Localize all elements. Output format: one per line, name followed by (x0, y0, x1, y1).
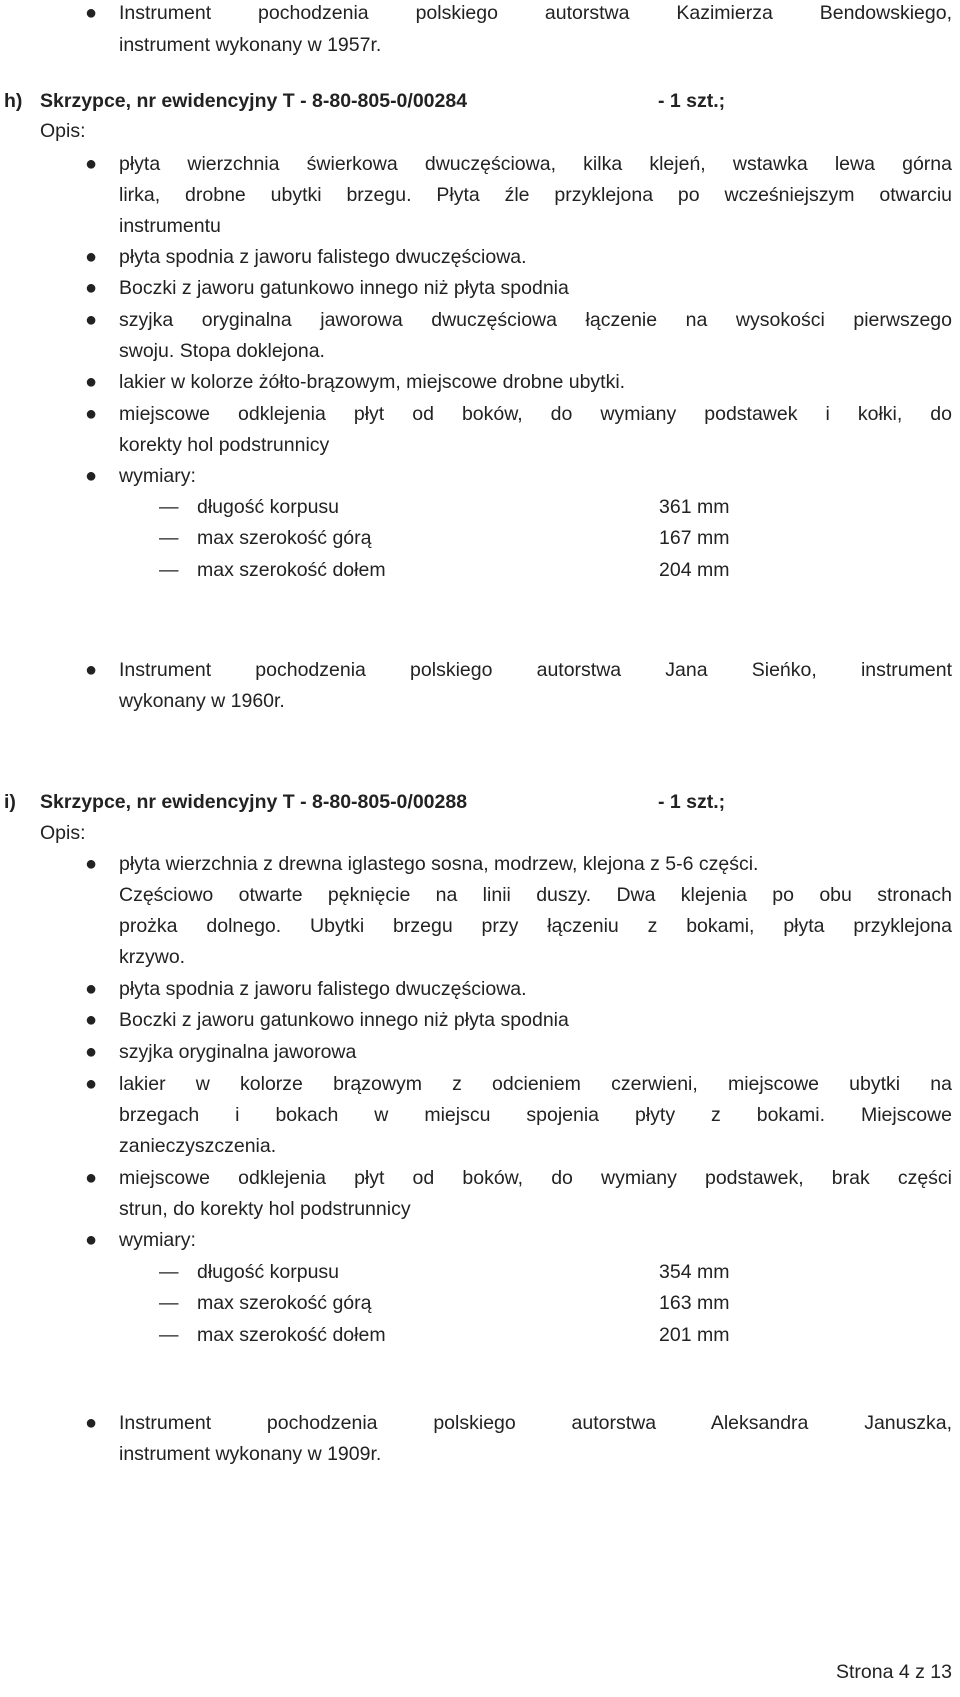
bullet-item (0, 461, 960, 492)
bullet-item-continuation (0, 686, 960, 717)
dash-icon: — (159, 1261, 179, 1283)
dimension-value: 204 mm (659, 559, 730, 581)
item-text: Instrument pochodzenia polskiego autorstwa Kazimierza Bendowskiego, (119, 2, 952, 24)
item-text: płyta wierzchnia świerkowa dwuczęściowa, kilka klejeń, wstawka lewa górna (119, 153, 952, 175)
item-text: Boczki z jaworu gatunkowo innego niż płyta spodnia (119, 1009, 569, 1031)
item-text: instrument wykonany w 1957r. (119, 34, 382, 56)
dimension-row (0, 1257, 960, 1288)
item-text: strun, do korekty hol podstrunnicy (119, 1198, 411, 1220)
section-title: Skrzypce, nr ewidencyjny T - 8-80-805-0/00288 (40, 791, 468, 813)
bullet-item-continuation (0, 1131, 960, 1162)
bullet-icon: ● (85, 309, 98, 331)
dimension-row (0, 492, 960, 523)
dimension-value: 167 mm (659, 527, 730, 549)
dash-icon: — (159, 527, 179, 549)
item-text: szyjka oryginalna jaworowa dwuczęściowa łączenie na wysokości pierwszego (119, 309, 952, 331)
bullet-icon: ● (85, 246, 98, 268)
item-text: Instrument pochodzenia polskiego autorstwa Aleksandra Januszka, (119, 1412, 952, 1434)
bullet-icon: ● (85, 403, 98, 425)
dimension-value: 361 mm (659, 496, 730, 518)
item-text: płyta wierzchnia z drewna iglastego sosna, modrzew, klejona z 5-6 części. (119, 853, 759, 875)
bullet-icon: ● (85, 1167, 98, 1189)
bullet-item (0, 242, 960, 273)
bullet-icon: ● (85, 2, 98, 24)
item-text: lakier w kolorze żółto-brązowym, miejscowe drobne ubytki. (119, 371, 626, 393)
bullet-icon: ● (85, 277, 98, 299)
bullet-item (0, 1163, 960, 1194)
item-text: szyjka oryginalna jaworowa (119, 1041, 357, 1063)
bullet-item-continuation (0, 430, 960, 461)
item-text: wymiary: (119, 1229, 196, 1251)
dimension-label: max szerokość dołem (197, 559, 386, 581)
item-text: prożka dolnego. Ubytki brzegu przy łączeniu z bokami, płyta przyklejona (119, 915, 952, 937)
item-text: miejscowe odklejenia płyt od boków, do wymiany podstawek i kołki, do (119, 403, 952, 425)
bullet-item (0, 1069, 960, 1100)
bullet-icon: ● (85, 153, 98, 175)
section-heading-i (0, 787, 960, 818)
bullet-icon: ● (85, 371, 98, 393)
section-quantity: - 1 szt.; (658, 90, 726, 112)
bullet-item-continuation (0, 336, 960, 367)
dimension-label: max szerokość górą (197, 527, 372, 549)
opis-label: Opis: (40, 822, 86, 844)
item-text: swoju. Stopa doklejona. (119, 340, 325, 362)
bullet-item (0, 1005, 960, 1036)
bullet-icon: ● (85, 1412, 98, 1434)
bullet-item (0, 0, 960, 29)
bullet-item (0, 149, 960, 180)
bullet-item-continuation (0, 911, 960, 942)
bullet-icon: ● (85, 1229, 98, 1251)
bullet-icon: ● (85, 659, 98, 681)
bullet-item (0, 1225, 960, 1256)
bullet-item-continuation (0, 1194, 960, 1225)
bullet-icon: ● (85, 978, 98, 1000)
bullet-item-continuation (0, 942, 960, 973)
page-number: Strona 4 z 13 (836, 1661, 952, 1683)
bullet-icon: ● (85, 853, 98, 875)
dimension-value: 201 mm (659, 1324, 730, 1346)
item-text: brzegach i bokach w miejscu spojenia płyty z bokami. Miejscowe (119, 1104, 952, 1126)
dash-icon: — (159, 1324, 179, 1346)
bullet-item (0, 974, 960, 1005)
bullet-icon: ● (85, 1073, 98, 1095)
bullet-item (0, 655, 960, 686)
bullet-item-continuation (0, 30, 960, 61)
bullet-item-continuation (0, 180, 960, 211)
opis-label-row (0, 818, 960, 849)
item-text: płyta spodnia z jaworu falistego dwuczęściowa. (119, 978, 527, 1000)
section-heading-h (0, 86, 960, 117)
section-quantity: - 1 szt.; (658, 791, 726, 813)
item-text: korekty hol podstrunnicy (119, 434, 330, 456)
bullet-item (0, 1408, 960, 1439)
item-text: Częściowo otwarte pęknięcie na linii duszy. Dwa klejenia po obu stronach (119, 884, 952, 906)
bullet-item (0, 849, 960, 880)
section-letter: i) (4, 791, 16, 813)
dimension-row (0, 523, 960, 554)
bullet-icon: ● (85, 1041, 98, 1063)
item-text: miejscowe odklejenia płyt od boków, do wymiany podstawek, brak części (119, 1167, 952, 1189)
bullet-item (0, 399, 960, 430)
item-text: zanieczyszczenia. (119, 1135, 277, 1157)
dimension-label: max szerokość dołem (197, 1324, 386, 1346)
item-text: wykonany w 1960r. (119, 690, 285, 712)
bullet-item (0, 367, 960, 398)
opis-label-row (0, 116, 960, 147)
dimension-row (0, 555, 960, 586)
item-text: lakier w kolorze brązowym z odcieniem czerwieni, miejscowe ubytki na (119, 1073, 952, 1095)
dash-icon: — (159, 559, 179, 581)
dimension-label: max szerokość górą (197, 1292, 372, 1314)
dimension-row (0, 1320, 960, 1351)
item-text: instrumentu (119, 215, 221, 237)
item-text: Boczki z jaworu gatunkowo innego niż płyta spodnia (119, 277, 569, 299)
dimension-value: 354 mm (659, 1261, 730, 1283)
bullet-icon: ● (85, 465, 98, 487)
bullet-item-continuation (0, 880, 960, 911)
item-text: wymiary: (119, 465, 196, 487)
item-text: Instrument pochodzenia polskiego autorstwa Jana Sieńko, instrument (119, 659, 952, 681)
bullet-item (0, 1037, 960, 1068)
section-letter: h) (4, 90, 23, 112)
item-text: płyta spodnia z jaworu falistego dwuczęściowa. (119, 246, 527, 268)
dimension-label: długość korpusu (197, 1261, 340, 1283)
section-title: Skrzypce, nr ewidencyjny T - 8-80-805-0/00284 (40, 90, 468, 112)
bullet-item-continuation (0, 1439, 960, 1470)
dash-icon: — (159, 496, 179, 518)
item-text: krzywo. (119, 946, 186, 968)
dash-icon: — (159, 1292, 179, 1314)
bullet-item-continuation (0, 211, 960, 242)
bullet-item (0, 305, 960, 336)
item-text: instrument wykonany w 1909r. (119, 1443, 382, 1465)
bullet-item-continuation (0, 1100, 960, 1131)
dimension-label: długość korpusu (197, 496, 340, 518)
dimension-value: 163 mm (659, 1292, 730, 1314)
dimension-row (0, 1288, 960, 1319)
bullet-icon: ● (85, 1009, 98, 1031)
opis-label: Opis: (40, 120, 86, 142)
bullet-item (0, 273, 960, 304)
item-text: lirka, drobne ubytki brzegu. Płyta źle przyklejona po wcześniejszym otwarciu (119, 184, 952, 206)
